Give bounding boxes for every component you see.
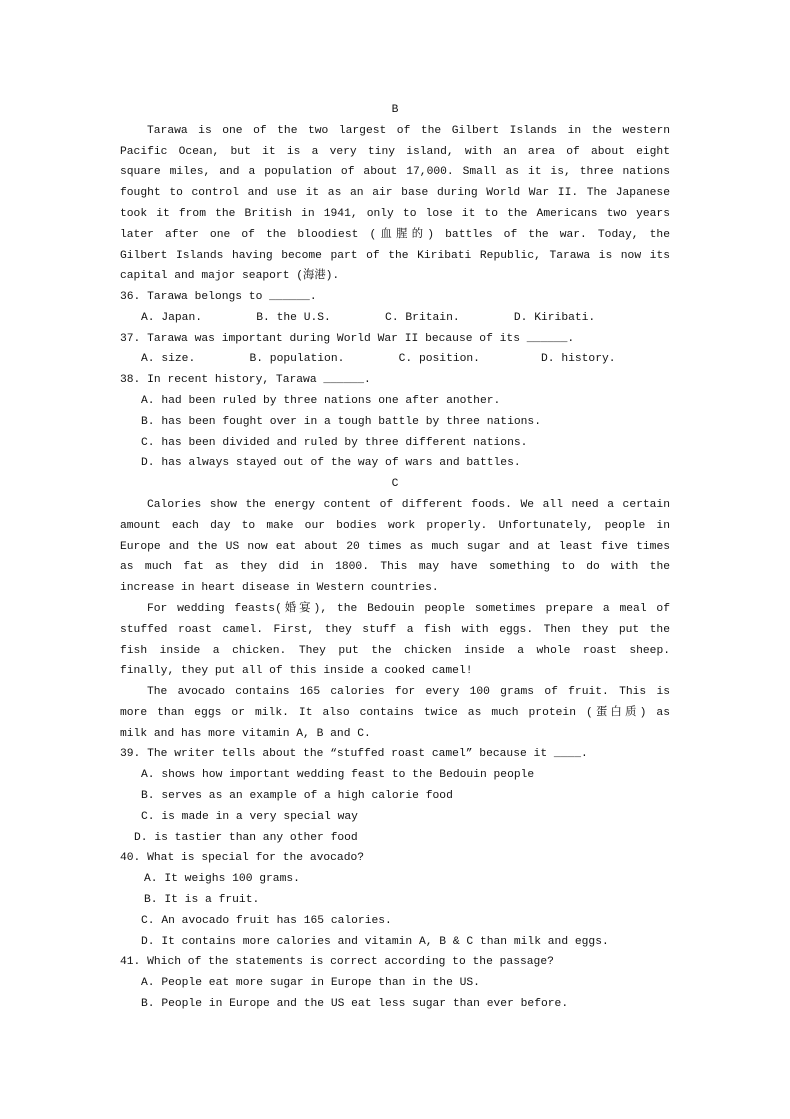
question-stem: 37. Tarawa was important during World War II because of its ______. bbox=[120, 332, 575, 345]
answer-option: C. is made in a very special way bbox=[141, 810, 358, 823]
paragraph-line: amount each day to make our bodies work properly. Unfortunately, people in bbox=[120, 519, 670, 532]
paragraph-line: more than eggs or milk. It also contains twice as much protein (蛋白质) as bbox=[120, 706, 670, 719]
answer-option: D. It contains more calories and vitamin A, B & C than milk and eggs. bbox=[141, 935, 609, 948]
paragraph-line: increase in heart disease in Western countries. bbox=[120, 582, 439, 595]
section-heading: B bbox=[391, 104, 399, 116]
answer-option: A. It weighs 100 grams. bbox=[144, 873, 300, 886]
paragraph-line: Pacific Ocean, but it is a very tiny island, with an area of about eight bbox=[120, 145, 670, 158]
question-stem: 39. The writer tells about the “stuffed roast camel” because it ____. bbox=[120, 748, 588, 761]
paragraph-line: capital and major seaport (海港). bbox=[120, 270, 340, 283]
section-heading: C bbox=[391, 478, 399, 491]
answer-option: C. An avocado fruit has 165 calories. bbox=[141, 914, 392, 927]
answer-option: A. People eat more sugar in Europe than in the US. bbox=[141, 977, 480, 990]
paragraph-line: For wedding feasts(婚宴), the Bedouin people sometimes prepare a meal of bbox=[147, 602, 670, 615]
answer-option: B. serves as an example of a high calorie food bbox=[141, 790, 453, 803]
answer-option: A. had been ruled by three nations one after another. bbox=[141, 395, 501, 408]
answer-option: B. has been fought over in a tough battle by three nations. bbox=[141, 415, 541, 428]
question-stem: 38. In recent history, Tarawa ______. bbox=[120, 374, 371, 387]
paragraph-line: The avocado contains 165 calories for every 100 grams of fruit. This is bbox=[147, 686, 670, 699]
answer-option: A. shows how important wedding feast to the Bedouin people bbox=[141, 769, 535, 782]
paragraph-line: finally, they put all of this inside a cooked camel! bbox=[120, 665, 473, 678]
question-stem: 41. Which of the statements is correct according to the passage? bbox=[120, 956, 554, 969]
paragraph-line: took it from the British in 1941, only to lose it to the Americans two years bbox=[120, 207, 670, 220]
answer-option: C. has been divided and ruled by three different nations. bbox=[141, 436, 528, 449]
paragraph-line: Calories show the energy content of different foods. We all need a certain bbox=[147, 499, 670, 511]
paragraph-line: as much fat as they did in 1800. This may have something to do with the bbox=[120, 561, 670, 574]
paragraph-line: stuffed roast camel. First, they stuff a fish with eggs. Then they put the bbox=[120, 623, 670, 636]
answer-option: A. Japan. B. the U.S. C. Britain. D. Kiribati. bbox=[141, 311, 596, 324]
answer-option: D. is tastier than any other food bbox=[134, 831, 358, 844]
paragraph-line: fish inside a chicken. They put the chicken inside a whole roast sheep. bbox=[120, 644, 670, 657]
paragraph-line: Tarawa is one of the two largest of the Gilbert Islands in the western bbox=[147, 124, 670, 137]
answer-option: A. size. B. population. C. position. D. history. bbox=[141, 353, 616, 366]
paragraph-line: milk and has more vitamin A, B and C. bbox=[120, 727, 371, 740]
question-stem: 36. Tarawa belongs to ______. bbox=[120, 291, 317, 304]
answer-option: B. It is a fruit. bbox=[144, 894, 260, 907]
question-stem: 40. What is special for the avocado? bbox=[120, 852, 365, 865]
answer-option: D. has always stayed out of the way of wars and battles. bbox=[141, 457, 521, 470]
answer-option: B. People in Europe and the US eat less sugar than ever before. bbox=[141, 997, 569, 1010]
paragraph-line: square miles, and a population of about 17,000. Small as it is, three nations bbox=[120, 166, 670, 179]
paragraph-line: fought to control and use it as an air base during World War II. The Japanese bbox=[120, 187, 670, 200]
paragraph-line: later after one of the bloodiest (血腥的) battles of the war. Today, the bbox=[120, 228, 670, 241]
paragraph-line: Europe and the US now eat about 20 times as much sugar and at least five times bbox=[120, 540, 670, 553]
paragraph-line: Gilbert Islands having become part of the Kiribati Republic, Tarawa is now its bbox=[120, 249, 670, 262]
